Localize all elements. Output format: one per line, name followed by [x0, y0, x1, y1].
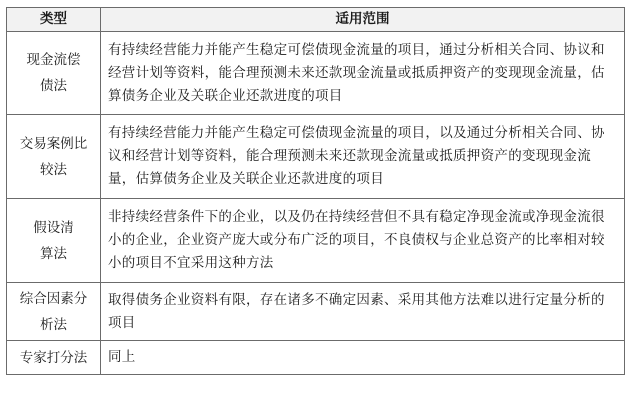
header-scope: 适用范围: [101, 8, 625, 32]
row-scope-cell: 同上: [101, 341, 625, 375]
valuation-methods-table: [6, 7, 625, 375]
row-type-label: 专家打分法: [19, 349, 88, 366]
table-row: [7, 115, 625, 199]
row-scope-cell: 有持续经营能力并能产生稳定可偿债现金流量的项目，通过分析相关合同、协议和经营计划等资料，能合理预测未来还款现金流量或抵质押资产的变现现金流量，估算债务企业及关联企业还款进度的项目: [101, 32, 625, 115]
row-type-cell: [7, 199, 101, 283]
row-scope-cell: 非持续经营条件下的企业，以及仍在持续经营但不具有稳定净现金流或净现金流很小的企业，企业资产庞大或分布广泛的项目，不良债权与企业总资产的比率相对较小的项目不宜采用这种方法: [101, 199, 625, 283]
table-row: [7, 341, 625, 375]
row-type-cell: [7, 341, 101, 375]
table-row: [7, 32, 625, 115]
row-type-label: 交易案例比较法: [19, 135, 88, 178]
table-row: [7, 199, 625, 283]
table-header-row: [7, 8, 625, 32]
row-type-cell: [7, 283, 101, 341]
row-type-label: 假设清算法: [33, 219, 74, 262]
row-scope-cell: 有持续经营能力并能产生稳定可偿债现金流量的项目，以及通过分析相关合同、协议和经营计划等资料，能合理预测未来还款现金流量或抵质押资产的变现现金流量，估算债务企业及关联企业还款进度的项目: [101, 115, 625, 199]
row-type-label: 现金流偿债法: [26, 52, 81, 94]
row-scope-cell: 取得债务企业资料有限，存在诸多不确定因素、采用其他方法难以进行定量分析的项目: [101, 283, 625, 341]
row-type-cell: [7, 115, 101, 199]
row-type-cell: [7, 32, 101, 115]
valuation-methods-table-wrapper: [6, 7, 625, 375]
header-type: 类型: [7, 8, 101, 32]
row-type-label: 综合因素分析法: [19, 290, 88, 333]
table-row: [7, 283, 625, 341]
